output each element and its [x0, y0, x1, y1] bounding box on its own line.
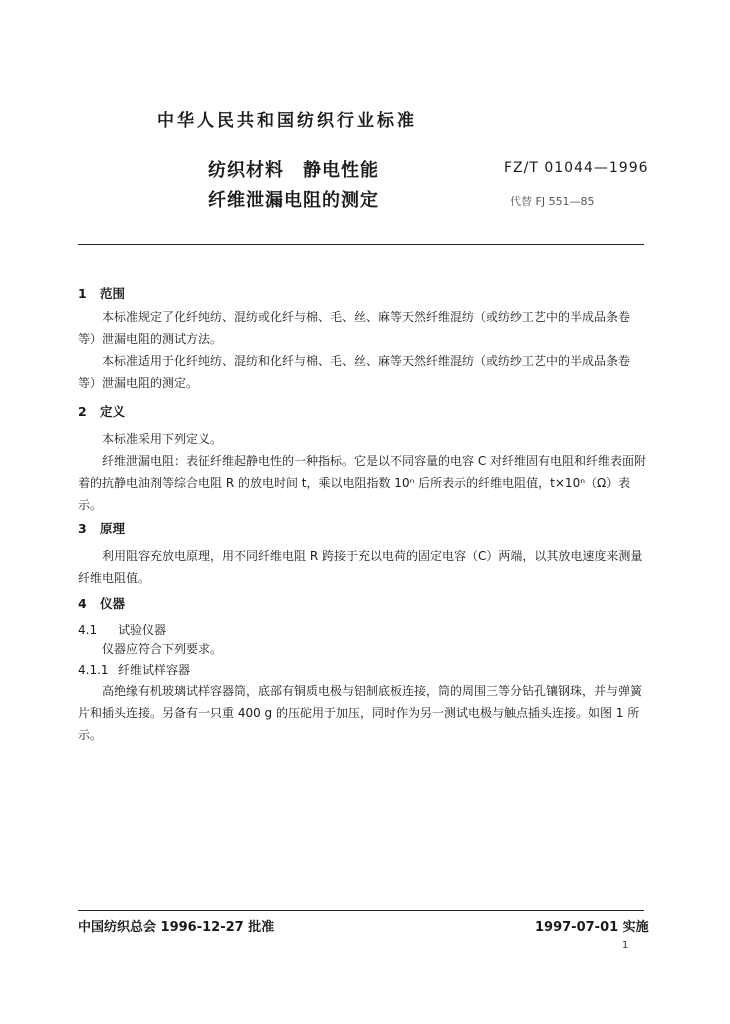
standard-organization-header: 中华人民共和国纺织行业标准	[157, 111, 417, 131]
section-2-paragraph-2: 纤维泄漏电阻：表征纤维起静电性的一种指标。它是以不同容量的电容 C 对纤维固有电阻和纤维表面附着的抗静电油剂等综合电阻 R 的放电时间 t，乘以电阻指数 10ⁿ 后所表示的纤维电阻值，t×10ⁿ（Ω）表示。	[78, 454, 647, 512]
subsection-4-1-heading	[78, 621, 166, 638]
document-title-line1: 纺织材料 静电性能	[208, 160, 379, 181]
subsection-4-1-1-paragraph: 高绝缘有机玻璃试样容器筒，底部有铜质电极与铝制底板连接，筒的周围三等分钻孔镶钢珠，并与弹簧片和插头连接。另备有一只重 400 g 的压砣用于加压，同时作为另一测试电极与触点插头连接。如图 1 所示。	[78, 684, 643, 742]
section-number: 1	[78, 286, 87, 301]
document-title-line2: 纤维泄漏电阻的测定	[208, 190, 379, 211]
page-number: 1	[622, 940, 629, 951]
subsection-title: 纤维试样容器	[118, 663, 191, 677]
section-number: 4	[78, 596, 87, 611]
subsection-4-1-paragraph: 仪器应符合下列要求。	[102, 642, 223, 656]
section-title: 范围	[100, 286, 126, 301]
section-2-paragraph-1: 本标准采用下列定义。	[102, 432, 223, 446]
subsection-title: 试验仪器	[118, 623, 167, 637]
section-1-paragraph-1: 本标准规定了化纤纯纺、混纺或化纤与棉、毛、丝、麻等天然纤维混纺（或纺纱工艺中的半成品条卷等）泄漏电阻的测试方法。	[78, 310, 631, 346]
standard-code: FZ/T 01044—1996	[504, 160, 649, 176]
subsection-number: 4.1.1	[78, 663, 109, 677]
section-2-heading	[78, 402, 125, 420]
footer-divider	[78, 910, 644, 911]
section-title: 定义	[100, 404, 126, 419]
subsection-4-1-1-heading	[78, 661, 190, 678]
section-1-paragraph-2: 本标准适用于化纤纯纺、混纺和化纤与棉、毛、丝、麻等天然纤维混纺（或纺纱工艺中的半成品条卷等）泄漏电阻的测定。	[78, 354, 631, 390]
header-divider	[78, 244, 644, 245]
section-title: 仪器	[100, 596, 126, 611]
section-title: 原理	[100, 521, 126, 536]
section-number: 2	[78, 404, 87, 419]
section-4-heading	[78, 594, 125, 612]
effective-date: 1997-07-01 实施	[535, 920, 649, 935]
subsection-number: 4.1	[78, 623, 98, 637]
approval-date: 中国纺织总会 1996-12-27 批准	[78, 920, 275, 935]
section-3-paragraph-1: 利用阻容充放电原理，用不同纤维电阻 R 跨接于充以电荷的固定电容（C）两端，以其放电速度来测量纤维电阻值。	[78, 549, 643, 585]
replaces-standard: 代替 FJ 551—85	[510, 195, 595, 208]
section-3-heading	[78, 519, 125, 537]
section-number: 3	[78, 521, 87, 536]
section-1-heading	[78, 284, 125, 302]
